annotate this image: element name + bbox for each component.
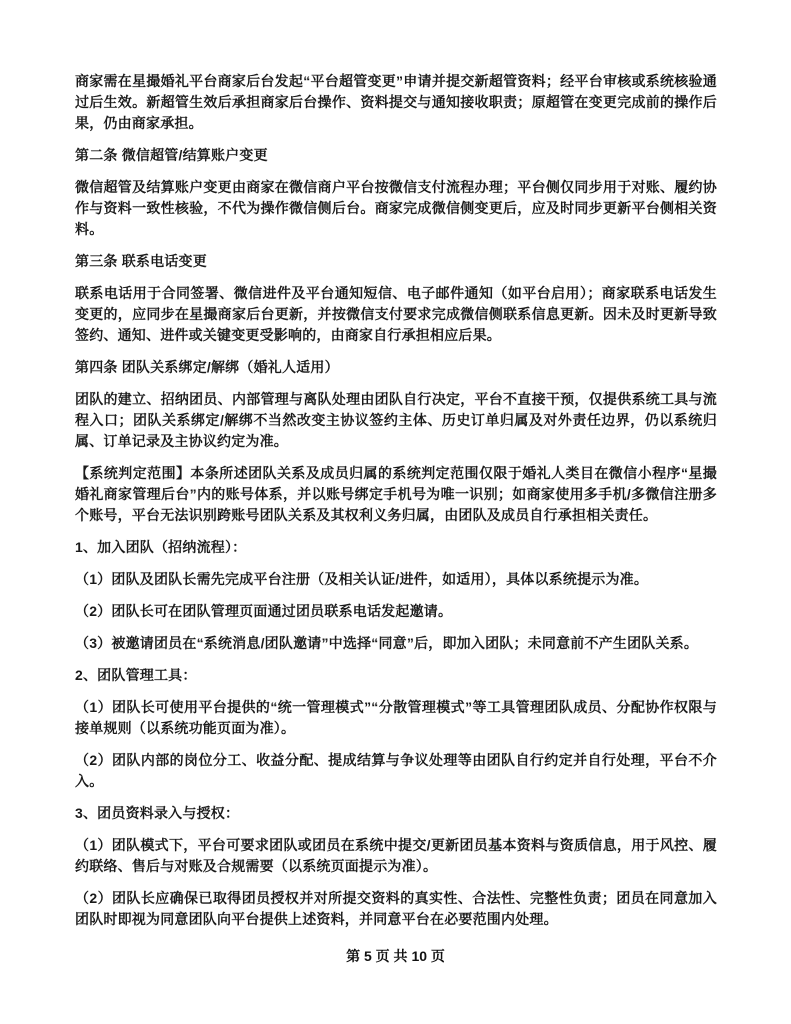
paragraph: （2）团队内部的岗位分工、收益分配、提成结算与争议处理等由团队自行约定并自行处理，平台不介入。 — [75, 752, 717, 789]
paragraph: 【系统判定范围】本条所述团队关系及成员归属的系统判定范围仅限于婚礼人类目在微信小程序“星撮婚礼商家管理后台”内的账号体系，并以账号绑定手机号为唯一识别；如商家使用多手机/多微信注册多个账号，平台无法识别跨账号团队关系及其权利义务归属，由团队及成员自行承担相关责任。 — [75, 465, 717, 523]
paragraph: （1）团队长可使用平台提供的“统一管理模式”“分散管理模式”等工具管理团队成员、分配协作权限与接单规则（以系统功能页面为准）。 — [75, 699, 717, 736]
paragraph: （1）团队模式下，平台可要求团队或团员在系统中提交/更新团员基本资料与资质信息，用于风控、履约联络、售后与对账及合规需要（以系统页面提示为准）。 — [75, 837, 717, 874]
page-number: 第 5 页 共 10 页 — [346, 948, 445, 964]
paragraph: （3）被邀请团员在“系统消息/团队邀请”中选择“同意”后，即加入团队；未同意前不产生团队关系。 — [75, 635, 699, 651]
section-heading: 第二条 微信超管/结算账户变更 — [75, 147, 268, 163]
paragraph: （2）团队长可在团队管理页面通过团员联系电话发起邀请。 — [75, 603, 453, 619]
paragraph: 团队的建立、招纳团员、内部管理与离队处理由团队自行决定，平台不直接干预，仅提供系统工具与流程入口；团队关系绑定/解绑不当然改变主协议签约主体、历史订单归属及对外责任边界，仍以系统归属、订单记录及主协议约定为准。 — [75, 391, 717, 449]
section-heading: 第四条 团队关系绑定/解绑（婚礼人适用） — [75, 359, 339, 375]
paragraph: 2、团队管理工具： — [75, 667, 197, 683]
paragraph: （2）团队长应确保已取得团员授权并对所提交资料的真实性、合法性、完整性负责；团员在同意加入团队时即视为同意团队向平台提供上述资料，并同意平台在必要范围内处理。 — [75, 890, 717, 927]
paragraph: 3、团员资料录入与授权： — [75, 805, 240, 821]
section-heading: 第三条 联系电话变更 — [75, 253, 207, 269]
paragraph: （1）团队及团队长需先完成平台注册（及相关认证/进件，如适用），具体以系统提示为准。 — [75, 571, 649, 587]
paragraph: 联系电话用于合同签署、微信进件及平台通知短信、电子邮件通知（如平台启用）；商家联系电话发生变更的，应同步在星撮商家后台更新，并按微信支付要求完成微信侧联系信息更新。因未及时更新导致签约、通知、进件或关键变更受影响的，由商家自行承担相应后果。 — [75, 285, 717, 343]
document-body — [75, 71, 717, 941]
paragraph: 1、加入团队（招纳流程）： — [75, 539, 247, 555]
paragraph: 微信超管及结算账户变更由商家在微信商户平台按微信支付流程办理；平台侧仅同步用于对账、履约协作与资料一致性核验，不代为操作微信侧后台。商家完成微信侧变更后，应及时同步更新平台侧相关资料。 — [75, 179, 717, 237]
paragraph: 商家需在星撮婚礼平台商家后台发起“平台超管变更”申请并提交新超管资料；经平台审核或系统核验通过后生效。新超管生效后承担商家后台操作、资料提交与通知接收职责；原超管在变更完成前的操作后果，仍由商家承担。 — [75, 73, 717, 131]
